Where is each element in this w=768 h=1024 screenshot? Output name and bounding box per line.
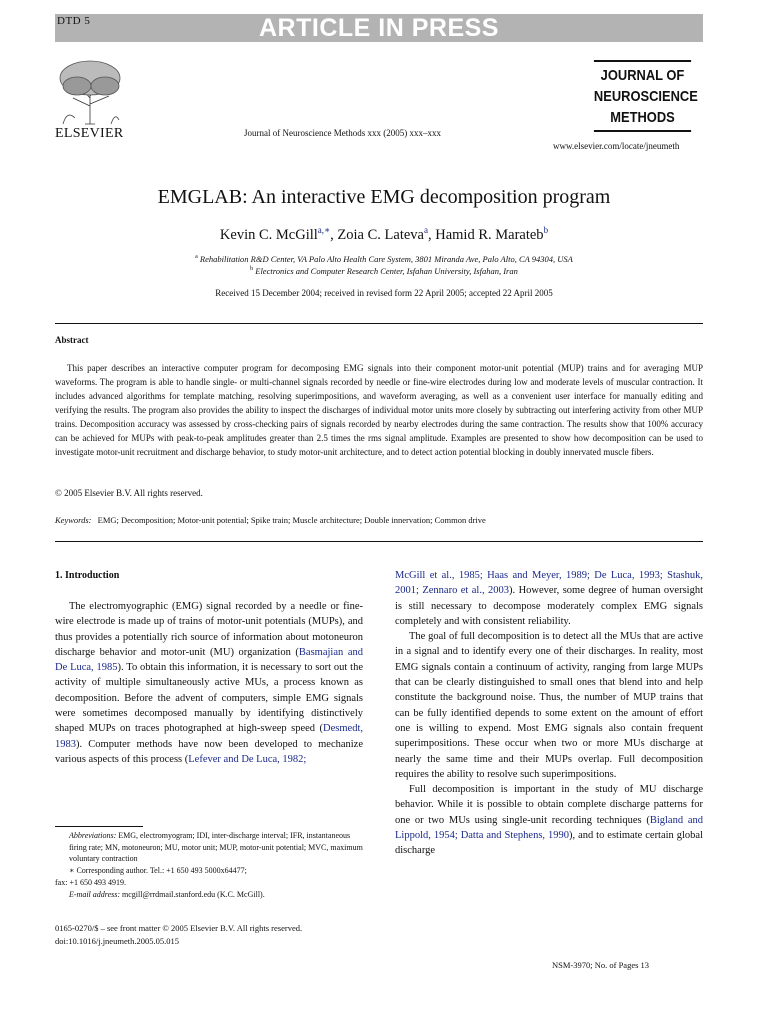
journal-reference: Journal of Neuroscience Methods xxx (2005) xxx–xxx [244, 128, 441, 138]
section-heading-introduction: 1. Introduction [55, 570, 120, 581]
body-column-left [55, 599, 363, 767]
doi-text[interactable]: doi:10.1016/j.jneumeth.2005.05.015 [55, 936, 179, 946]
body-text: ), and to estimate certain global discharge [395, 830, 704, 857]
article-title: EMGLAB: An interactive EMG decomposition program [157, 186, 611, 208]
affiliation-text: Rehabilitation R&D Center, VA Palo Alto Health Care System, 3801 Miranda Ave, Palo Alto, CA 94304, USA [199, 254, 573, 264]
footnote-abbreviations [55, 830, 363, 865]
affiliation-a [0, 254, 768, 264]
paragraph: The goal of full decomposition is to detect all the MUs that are active in a signal and to identify every one of their discharges. In reality, most EMG signals contain a continuum of activity, ranging from large MUPs that can be clearly distinguished to small ones that blend into and help constitute the background noise. Thus, the number of MUP trains that can be fully identified depends to some extent on the amount of effort one is willing to expend. Most EMG signals also contain frequent superimpositions. These occur when two or more MUs discharge at nearly the same time and their MUPs overlap. Full decomposition requires the ability to resolve such superimpositions. [395, 631, 703, 780]
footnote-email [55, 889, 363, 901]
citation-link[interactable]: Basmajian and De Luca, 1985 [55, 646, 364, 674]
paragraph [395, 782, 703, 858]
abstract-heading: Abstract [55, 335, 89, 345]
body-column-right [395, 568, 703, 859]
footnote-rule [55, 826, 143, 827]
page-info: NSM-3970; No. of Pages 13 [552, 960, 650, 970]
author-name: Zoia C. Lateva [337, 226, 424, 243]
keywords-label: Keywords: [55, 515, 92, 525]
keywords-list: EMG; Decomposition; Motor-unit potential; Spike train; Muscle architecture; Double innervation; Common drive [97, 515, 486, 525]
abstract-copyright: © 2005 Elsevier B.V. All rights reserved. [55, 488, 203, 498]
dtd-label: DTD 5 [57, 15, 91, 27]
author-sup[interactable]: a [423, 225, 428, 235]
author-name: Kevin C. McGill [219, 226, 318, 243]
received-dates: Received 15 December 2004; received in revised form 22 April 2005; accepted 22 April 2005 [215, 288, 553, 298]
front-matter-text: 0165-0270/$ – see front matter © 2005 Elsevier B.V. All rights reserved. [55, 923, 303, 933]
affiliation-sup: a [195, 254, 198, 261]
author-name: Hamid R. Marateb [435, 226, 544, 243]
banner-text: ARTICLE IN PRESS [259, 14, 499, 42]
body-text: ). To obtain this information, it is necessary to sort out the activity of multiple simultaneously active MUs, a process known as decomposition. Before the advent of computers, simple EMG signals were sometimes decomposed manually by identifying distinctively shaped MUPs on traces photographed at high-sweep speed ( [55, 662, 363, 735]
footnotes [55, 830, 363, 900]
citation-link[interactable]: Desmedt, 1983 [55, 723, 363, 750]
publisher-name: ELSEVIER [55, 126, 124, 141]
footnote-corresponding: ∗ Corresponding author. Tel.: +1 650 493 5000x64477; [69, 866, 247, 876]
body-text: ). Computer methods have now been developed to mechanize various aspects of this process ( [55, 738, 363, 765]
footnote-fax: fax: +1 650 493 4919. [55, 877, 126, 887]
divider-bottom [55, 541, 703, 542]
paragraph [395, 568, 703, 629]
citation-link[interactable]: McGill et al., 1985; Haas and Meyer, 1989; De Luca, 1993; Stashuk, 2001; Zennaro et al., 2003 [395, 570, 703, 597]
email-label: E-mail address: [69, 889, 121, 899]
abbreviations-label: Abbreviations: [69, 831, 117, 840]
body-text: Full decomposition is important in the study of MU discharge behavior. While it is possible to obtain complete discharge patterns for one or two MUs using single-unit recording techniques ( [395, 784, 703, 826]
elsevier-tree-logo [55, 58, 125, 128]
author-list: Kevin C. McGill$^{a,∗}$, Zoia C. Lateva$^a$, Hamid R. Marateb$^b$ [219, 225, 549, 243]
email-address[interactable]: mcgill@rrdmail.stanford.edu (K.C. McGill). [122, 889, 265, 899]
article-in-press-banner [55, 14, 703, 42]
journal-title-line-3: METHODS [610, 109, 675, 126]
abbreviations-text: EMG, electromyogram; IDI, inter-discharge interval; IFR, instantaneous firing rate; MN, motoneuron; MU, motor unit; MUP, motor-unit potential; MVC, maximum voluntary contraction [69, 831, 363, 864]
author-sup[interactable]: a,∗ [317, 225, 331, 235]
journal-title-line-2: NEUROSCIENCE [593, 88, 698, 105]
affiliation-sup: b [250, 266, 254, 273]
abstract-text: This paper describes an interactive computer program for decomposing EMG signals into their component motor-unit potential (MUP) trains and for averaging MUP waveforms. The program is able to handle single- or multi-channel signals recorded by needle or fine-wire electrodes during low and moderate levels of muscular contraction. It includes advanced algorithms for template matching, resolving superimpositions, and waveform averaging, as well as a convenient user interface for manually editing and verifying the results. The program also provides the ability to inspect the discharges of individual motor units more closely by subtracting out interfering activity from other MUP trains. Decomposition accuracy was assessed by cross-checking pairs of signals recorded by nearby electrodes during the same contraction. The results show that 100% accuracy can be achieved for MUPs with peak-to-peak amplitudes greater than 2.5 times the rms signal amplitude. Examples are presented to show how decomposition can be used to investigate motor-unit recruitment and discharge behavior, to study motor-unit architecture, and to detect action potential blocking in doubly innervated muscle fibers. [55, 363, 703, 457]
citation-link[interactable]: Bigland and Lippold, 1954; Datta and Stephens, 1990 [395, 814, 703, 842]
journal-title-box [593, 60, 698, 132]
body-text: The electromyographic (EMG) signal recorded by a needle or fine-wire electrode is made up of trains of motor-unit potentials (MUPs), and thus provides a potentially rich source of information about motoneuron discharge behavior and motor-unit (MU) organization ( [55, 601, 363, 658]
journal-url[interactable]: www.elsevier.com/locate/jneumeth [553, 141, 680, 151]
body-text: ). However, some degree of human oversight is still necessary to decompose moderately complex EMG signals completely and with consistent reliability. [395, 585, 703, 627]
author-sup[interactable]: b [543, 225, 549, 235]
affiliation-b [0, 266, 768, 276]
journal-title-line-1: JOURNAL OF [600, 67, 685, 84]
affiliation-text: Electronics and Computer Research Center, Isfahan University, Isfahan, Iran [255, 266, 518, 276]
keywords [55, 515, 486, 525]
front-matter [55, 922, 302, 948]
divider-top [55, 323, 703, 324]
citation-link[interactable]: Lefever and De Luca, 1982; [188, 753, 307, 765]
